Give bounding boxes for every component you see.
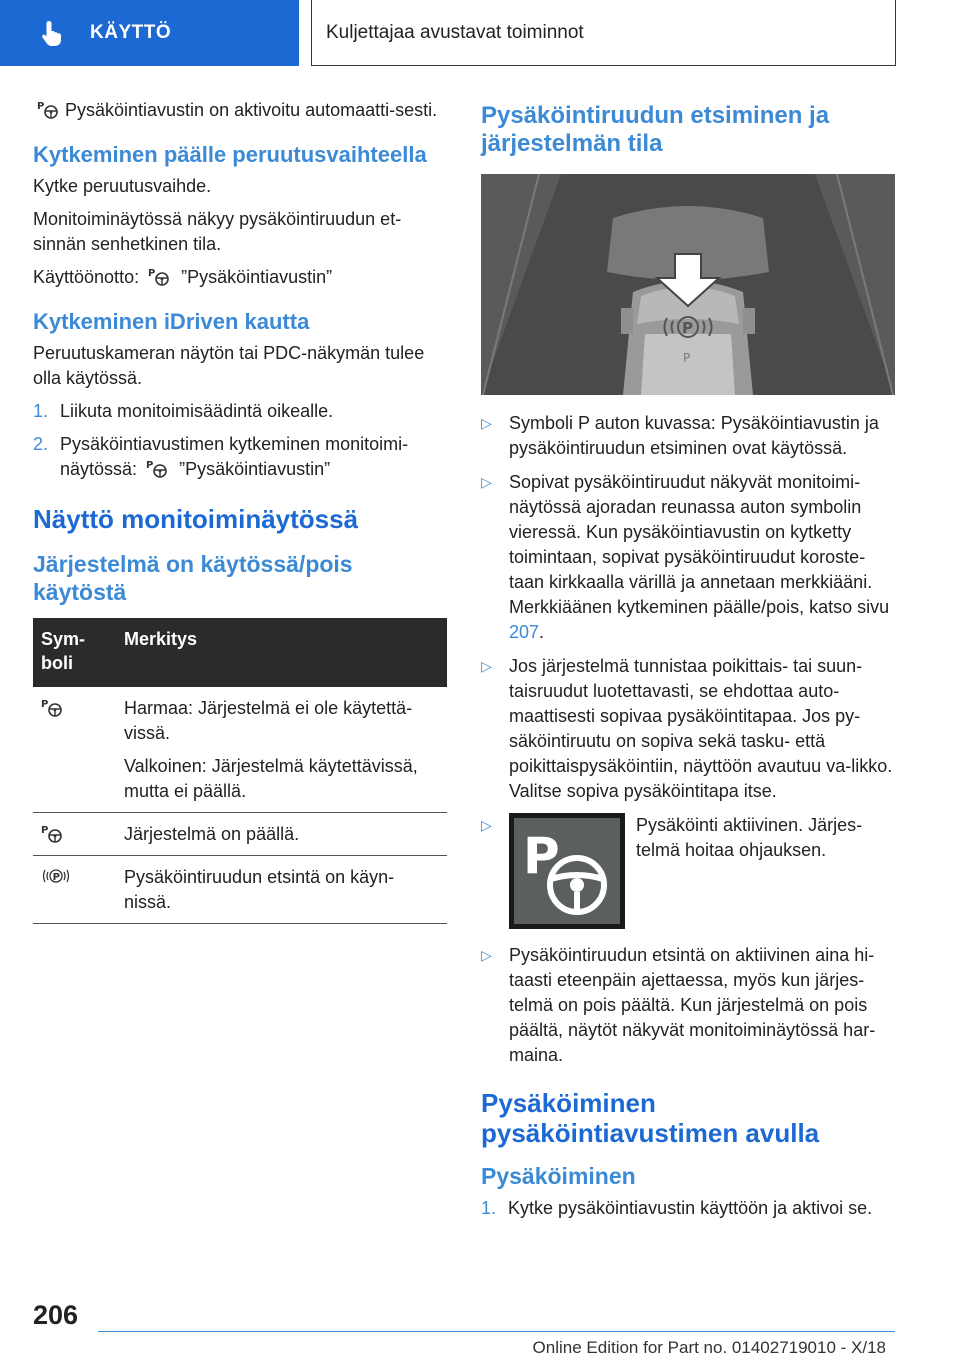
- heading-reverse-gear: Kytkeminen päälle peruutusvaihteella: [33, 142, 427, 167]
- status-bullets: [481, 411, 895, 1068]
- parking-assistant-icon: [37, 99, 59, 119]
- reverse-p1: Kytke peruutusvaihde.: [33, 176, 212, 196]
- svg-text:P: P: [148, 268, 156, 279]
- reverse-p3-label: Käyttöönotto:: [33, 267, 140, 287]
- step-number: 1.: [481, 1198, 497, 1218]
- list-item: [33, 399, 447, 424]
- left-column: [33, 98, 447, 924]
- parking-assistant-icon: [41, 697, 63, 717]
- footer-divider: [98, 1331, 895, 1332]
- bullet-triangle-icon: ▷: [481, 658, 492, 674]
- reverse-p3-menu: ”Pysäköintiavustin”: [181, 267, 333, 287]
- step-menu-name: ”Pysäköintiavustin”: [179, 459, 331, 479]
- heading-search-status: Pysäköintiruudun etsiminen ja järjestelmän tila: [481, 102, 830, 157]
- page-link[interactable]: 207: [509, 622, 540, 642]
- svg-text:P: P: [683, 351, 691, 365]
- svg-text:P: P: [682, 319, 693, 337]
- intro-paragraph: [33, 98, 447, 123]
- svg-text:P: P: [52, 872, 60, 883]
- bullet-triangle-icon: ▷: [481, 415, 492, 431]
- footer-edition: Online Edition for Part no. 01402719010 - X/18: [532, 1338, 886, 1357]
- col-symbol-header: Sym-boli: [33, 618, 116, 687]
- table-row: [33, 687, 447, 813]
- symbol-cell: [33, 687, 116, 813]
- meaning-text: Järjestelmä on päällä.: [124, 824, 300, 844]
- parking-assistant-icon: [146, 458, 168, 478]
- parking-assistant-icon: [41, 823, 63, 843]
- svg-text:P: P: [41, 699, 49, 710]
- chapter-tab[interactable]: [0, 0, 299, 66]
- heading-parking-with-assistant: Pysäköiminen pysäköintiavustimen avulla: [481, 1088, 820, 1148]
- right-column: [481, 102, 895, 1229]
- chapter-tab-label: KÄYTTÖ: [90, 22, 172, 43]
- parking-steps: [481, 1196, 895, 1221]
- list-item: [481, 470, 895, 645]
- svg-text:P: P: [146, 460, 154, 471]
- svg-text:P: P: [37, 101, 45, 112]
- parking-active-icon: [509, 813, 625, 929]
- reverse-p3: [33, 265, 447, 290]
- idrive-steps: [33, 399, 447, 482]
- table-row: [33, 813, 447, 856]
- list-item: [481, 411, 895, 461]
- parking-assistant-icon: [148, 266, 170, 286]
- bullet-text: Jos järjestelmä tunnistaa poikittais- tai suun-taisruudut luotettavasti, se ehdottaa auto-maattisesti sopivaa pysäköintitapaa. Jos py-säköintiruutu on sopiva sekä tasku- että poikittaispysäköintiin, näyttöön avautuu va-likko. Valitse sopiva pysäköintitapa itse.: [509, 656, 893, 801]
- parking-active-row: [509, 813, 895, 929]
- parking-display-illustration: [481, 174, 895, 395]
- meaning-text: Pysäköintiruudun etsintä on käyn-nissä.: [124, 867, 395, 912]
- list-item: [481, 813, 895, 929]
- table-row: [33, 856, 447, 924]
- svg-text:P: P: [523, 827, 560, 885]
- section-title-box: [311, 0, 896, 66]
- symbol-table: [33, 618, 447, 924]
- heading-idrive: Kytkeminen iDriven kautta: [33, 309, 310, 334]
- list-item: [481, 943, 895, 1068]
- bullet-text: Pysäköinti aktiivinen. Järjes-telmä hoitaa ohjauksen.: [636, 815, 863, 860]
- parking-search-icon: [41, 866, 71, 886]
- bullet-triangle-icon: ▷: [481, 947, 492, 963]
- step-text: Pysäköintiavustimen kytkeminen monitoimi-näytössä:: [60, 434, 409, 479]
- step-number: 1.: [33, 401, 49, 421]
- intro-text: Pysäköintiavustin on aktivoitu automaatti-sesti.: [65, 100, 438, 120]
- meaning-cell: [116, 687, 447, 813]
- page-number: 206: [33, 1300, 79, 1330]
- section-title: Kuljettajaa avustavat toiminnot: [326, 21, 584, 43]
- symbol-cell: [33, 856, 116, 924]
- idrive-paragraph: Peruutuskameran näytön tai PDC-näkymän tulee olla käytössä.: [33, 343, 425, 388]
- heading-on-off: Järjestelmä on käytössä/pois käytöstä: [33, 551, 353, 605]
- step-text: Kytke pysäköintiavustin käyttöön ja aktivoi se.: [508, 1198, 873, 1218]
- bullet-text: .: [539, 622, 545, 642]
- bullet-text: Pysäköintiruudun etsintä on aktiivinen aina hi-taasti eteenpäin ajettaessa, myös kun järjes-telmä on pois päältä. Kun järjestelmä on pois päältä, näytöt näkyvät monitoiminäytössä har-maina.: [509, 945, 876, 1065]
- col-meaning-header: Merkitys: [116, 618, 447, 687]
- list-item: [33, 432, 447, 482]
- table-header-row: [33, 618, 447, 687]
- symbol-cell: [33, 813, 116, 856]
- reverse-p2: Monitoiminäytössä näkyy pysäköintiruudun et-sinnän senhetkinen tila.: [33, 209, 402, 254]
- meaning-cell: [116, 856, 447, 924]
- hand-pointer-icon: [38, 18, 68, 48]
- meaning-text: Harmaa: Järjestelmä ei ole käytettä-vissä.: [124, 698, 413, 743]
- bullet-triangle-icon: ▷: [481, 817, 492, 833]
- heading-parking: Pysäköiminen: [481, 1163, 636, 1189]
- svg-text:P: P: [41, 825, 49, 836]
- list-item: [481, 654, 895, 804]
- heading-display: Näyttö monitoiminäytössä: [33, 504, 359, 534]
- list-item: [481, 1196, 895, 1221]
- step-text: Liikuta monitoimisäädintä oikealle.: [60, 401, 334, 421]
- bullet-text: Sopivat pysäköintiruudut näkyvät monitoimi-näytössä ajoradan reunassa auton symbolin vieressä. Kun pysäköintiavustin on kytketty toimintaan, sopivat pysäköintiruudut koroste-taan kirkkaalla värillä ja annetaan merkkiääni. Merkkiäänen kytkeminen päälle/pois, katso sivu: [509, 472, 890, 617]
- meaning-text: Valkoinen: Järjestelmä käytettävissä, mutta ei päällä.: [124, 756, 418, 801]
- step-number: 2.: [33, 434, 49, 454]
- bullet-text: Symboli P auton kuvassa: Pysäköintiavustin ja pysäköintiruudun etsiminen ovat käytössä.: [509, 413, 879, 458]
- meaning-cell: [116, 813, 447, 856]
- bullet-triangle-icon: ▷: [481, 474, 492, 490]
